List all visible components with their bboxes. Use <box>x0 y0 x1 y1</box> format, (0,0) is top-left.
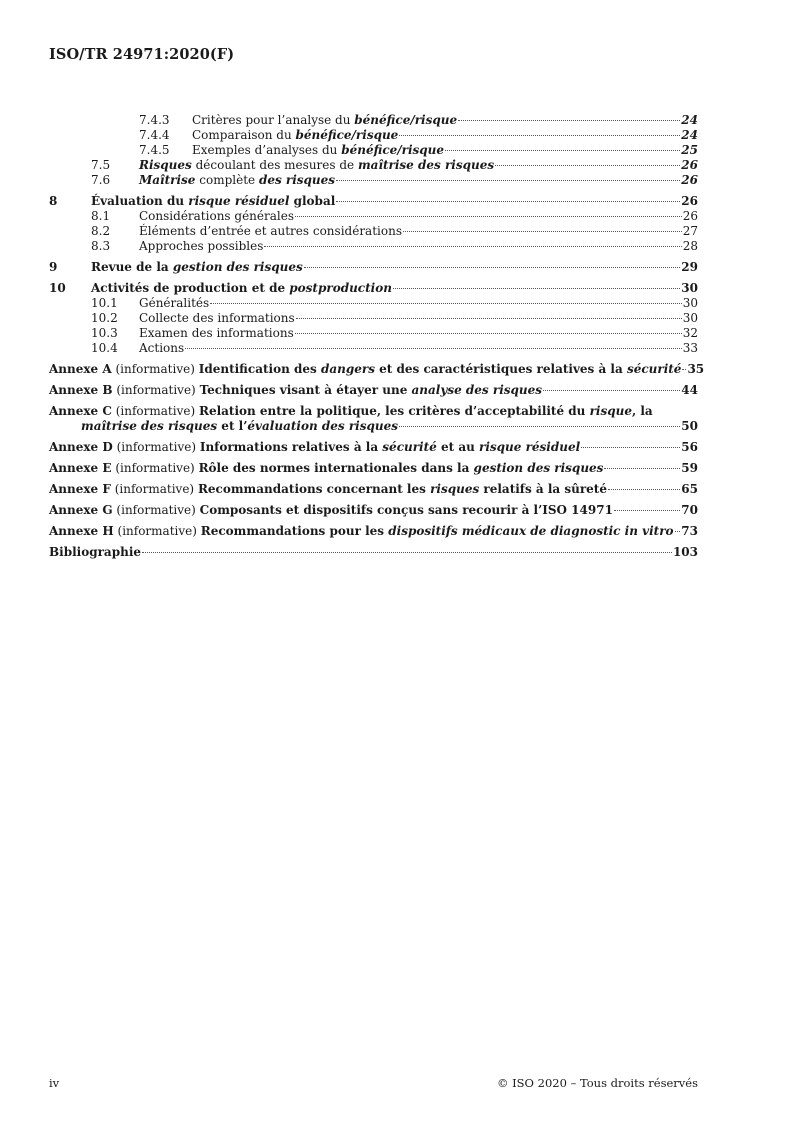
section-number: 10.2 <box>91 311 118 325</box>
section-number: 9 <box>49 260 58 274</box>
page-number: 24 <box>681 128 698 142</box>
toc-entry-annex-d[interactable]: Annexe D (informative) Informations relatives à la sécurité et au risque résiduel 56 <box>49 440 698 454</box>
section-number: 7.5 <box>91 158 111 172</box>
page-number: 29 <box>681 260 698 274</box>
page-number: 24 <box>681 113 698 127</box>
section-number: 10.3 <box>91 326 118 340</box>
title-term: bénéfice/risque <box>354 113 458 127</box>
title-text: Comparaison du <box>192 128 296 142</box>
toc-entry-annex-c[interactable]: Annexe C (informative) Relation entre la politique, les critères d’acceptabilité du risque, la <box>49 404 653 418</box>
section-title: Actions <box>139 341 185 355</box>
document-header: ISO/TR 24971:2020(F) <box>49 46 235 63</box>
page-number: 103 <box>672 545 698 559</box>
page-number: 26 <box>681 158 698 172</box>
toc-entry-10-1[interactable] <box>49 296 698 311</box>
page-number: 56 <box>681 440 698 454</box>
toc-entry-10[interactable]: 10 Activités de production et de postproduction 30 <box>49 281 698 295</box>
toc-entry-annex-g[interactable]: Annexe G (informative) Composants et dispositifs conçus sans recourir à l’ISO 14971 70 <box>49 503 698 517</box>
toc-entry-7-6[interactable]: 7.6 Maîtrise complète des risques 26 <box>91 173 698 187</box>
toc-entry-10-3[interactable] <box>49 326 698 341</box>
toc-entry-annex-h[interactable]: Annexe H (informative) Recommandations pour les dispositifs médicaux de diagnostic in vitro 73 <box>49 524 698 538</box>
toc-entry-7-5[interactable]: 7.5 Risques découlant des mesures de maîtrise des risques 26 <box>91 158 698 172</box>
page-number: 73 <box>681 524 698 538</box>
section-title: Bibliographie <box>49 545 142 559</box>
toc-entry-annex-f[interactable]: Annexe F (informative) Recommandations concernant les risques relatifs à la sûreté 65 <box>49 482 698 496</box>
section-number: 8.2 <box>91 224 111 238</box>
toc-entry-8-3[interactable] <box>49 239 698 254</box>
section-number: 8 <box>49 194 58 208</box>
section-number: 7.4.3 <box>139 113 170 127</box>
page-number: 44 <box>681 383 698 397</box>
toc-entry-annex-a[interactable]: Annexe A (informative) Identification des dangers et des caractéristiques relatives à la sécurité 35 <box>49 362 705 376</box>
section-number: 10.4 <box>91 341 118 355</box>
table-of-contents <box>49 113 705 560</box>
section-number: 7.6 <box>91 173 111 187</box>
page-number: 26 <box>681 173 698 187</box>
footer-page-number: iv <box>49 1076 60 1090</box>
section-title: Examen des informations <box>139 326 294 340</box>
page-number: 59 <box>681 461 698 475</box>
page-number: 32 <box>682 326 698 340</box>
page-number: 26 <box>681 194 698 208</box>
page-number: 70 <box>681 503 698 517</box>
toc-entry-8-1[interactable] <box>49 209 698 224</box>
toc-entry-annex-e[interactable]: Annexe E (informative) Rôle des normes internationales dans la gestion des risques 59 <box>49 461 698 475</box>
toc-entry-7-4-3[interactable] <box>49 113 698 128</box>
section-title: Approches possibles <box>139 239 264 253</box>
toc-entry-10-4[interactable] <box>49 341 698 356</box>
section-title: Éléments d’entrée et autres considérations <box>139 224 402 238</box>
section-number: 8.1 <box>91 209 111 223</box>
section-number: 10.1 <box>91 296 118 310</box>
page-number: 35 <box>687 362 705 376</box>
page-number: 33 <box>682 341 698 355</box>
toc-entry-annex-c-line2[interactable]: maîtrise des risques et l’évaluation des risques 50 <box>81 419 698 433</box>
section-number: 8.3 <box>91 239 111 253</box>
section-number: 10 <box>49 281 66 295</box>
toc-entry-annex-b[interactable]: Annexe B (informative) Techniques visant à étayer une analyse des risques 44 <box>49 383 698 397</box>
toc-entry-7-4-4[interactable] <box>49 128 698 143</box>
footer-copyright: © ISO 2020 – Tous droits réservés <box>496 1076 698 1090</box>
title-term: bénéfice/risque <box>295 128 399 142</box>
section-title: Considérations générales <box>139 209 294 223</box>
toc-entry-10-2[interactable] <box>49 311 698 326</box>
section-number: 7.4.5 <box>139 143 170 157</box>
toc-entry-8-2[interactable] <box>49 224 698 239</box>
page-number: 30 <box>681 281 698 295</box>
page-number: 26 <box>682 209 698 223</box>
page-number: 30 <box>682 311 698 325</box>
title-text: Critères pour l’analyse du <box>192 113 355 127</box>
toc-entry-8[interactable]: 8 Évaluation du risque résiduel global 26 <box>49 194 698 208</box>
page-number: 25 <box>681 143 698 157</box>
title-text: Exemples d’analyses du <box>192 143 342 157</box>
toc-entry-9[interactable]: 9 Revue de la gestion des risques 29 <box>49 260 698 274</box>
toc-entry-7-4-5[interactable] <box>49 143 698 158</box>
section-number: 7.4.4 <box>139 128 170 142</box>
page-number: 50 <box>681 419 698 433</box>
page-number: 27 <box>682 224 698 238</box>
section-title: Généralités <box>139 296 210 310</box>
page-number: 28 <box>682 239 698 253</box>
page-number: 30 <box>682 296 698 310</box>
toc-entry-bibliography[interactable] <box>49 545 698 560</box>
section-title: Collecte des informations <box>139 311 295 325</box>
page-number: 65 <box>681 482 698 496</box>
title-term: bénéfice/risque <box>341 143 445 157</box>
